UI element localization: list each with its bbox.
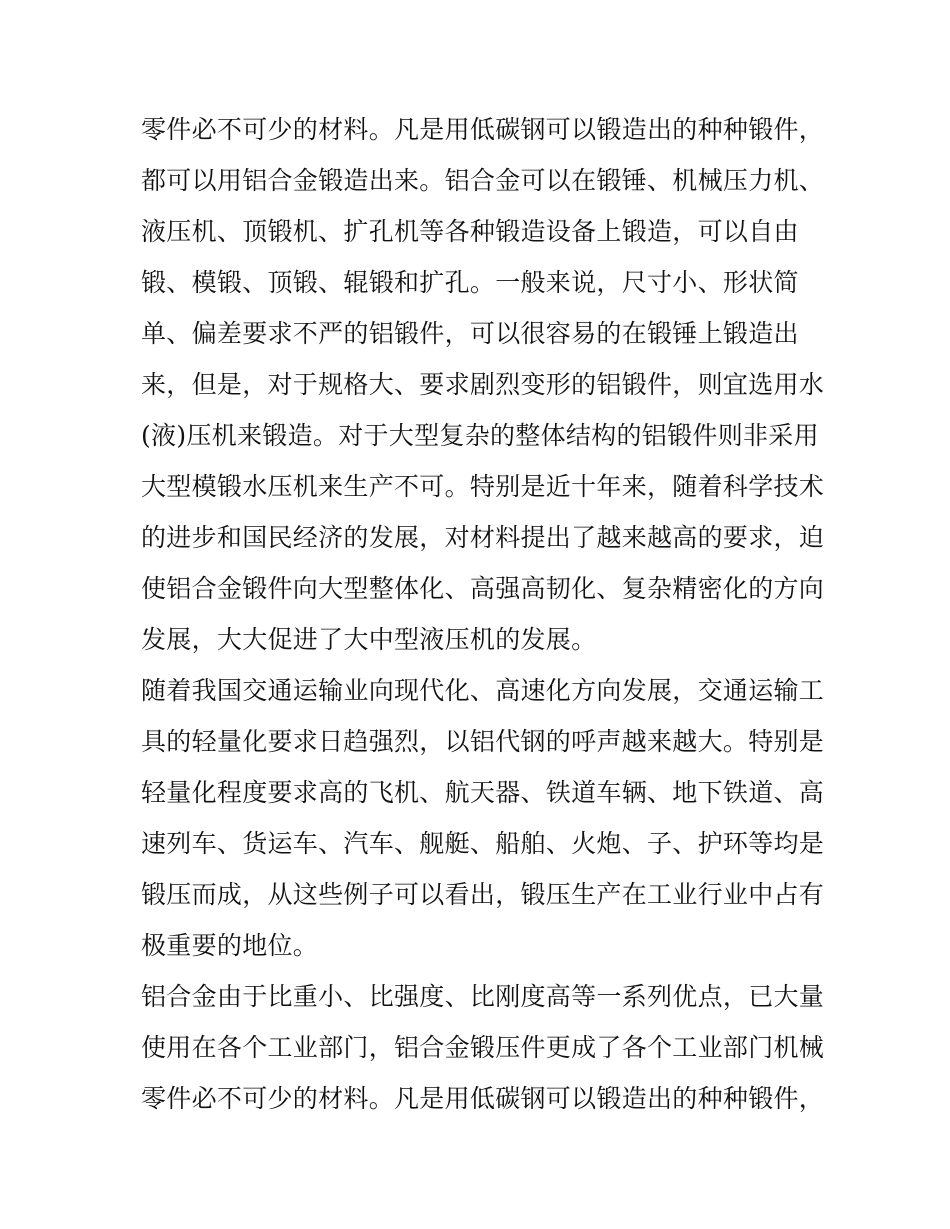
text-line: 极重要的地位。 xyxy=(141,931,319,960)
text-line: 单、偏差要求不严的铝锻件，可以很容易的在锻锤上锻造出 xyxy=(141,319,799,348)
text-line: 来，但是，对于规格大、要求剧烈变形的铝锻件，则宜选用水 xyxy=(141,370,825,399)
text-line: 轻量化程度要求高的飞机、航天器、铁道车辆、地下铁道、高 xyxy=(141,778,825,807)
text-line: 随着我国交通运输业向现代化、高速化方向发展，交通运输工 xyxy=(141,676,825,705)
text-line: 零件必不可少的材料。凡是用低碳钢可以锻造出的种种锻件， xyxy=(141,1084,825,1113)
text-line: 使用在各个工业部门，铝合金锻压件更成了各个工业部门机械 xyxy=(141,1033,825,1062)
text-line: 具的轻量化要求日趋强烈，以铝代钢的呼声越来越大。特别是 xyxy=(141,727,825,756)
text-line: 大型模锻水压机来生产不可。特别是近十年来，随着科学技术 xyxy=(141,472,825,501)
text-line: 速列车、货运车、汽车、舰艇、船舶、火炮、子、护环等均是 xyxy=(141,829,825,858)
text-line: 的进步和国民经济的发展，对材料提出了越来越高的要求，迫 xyxy=(141,523,825,552)
text-line: 锻、模锻、顶锻、辊锻和扩孔。一般来说，尺寸小、形状简 xyxy=(141,268,799,297)
text-line: (液)压机来锻造。对于大型复杂的整体结构的铝锻件则非采用 xyxy=(141,421,819,450)
text-line: 使铝合金锻件向大型整体化、高强高韧化、复杂精密化的方向 xyxy=(141,574,825,603)
text-line: 发展，大大促进了大中型液压机的发展。 xyxy=(141,625,597,654)
text-line: 液压机、顶锻机、扩孔机等各种锻造设备上锻造，可以自由 xyxy=(141,217,799,246)
text-line: 锻压而成，从这些例子可以看出，锻压生产在工业行业中占有 xyxy=(141,880,825,909)
body-text xyxy=(141,104,825,1124)
text-line: 都可以用铝合金锻造出来。铝合金可以在锻锤、机械压力机、 xyxy=(141,166,825,195)
text-line: 铝合金由于比重小、比强度、比刚度高等一系列优点，已大量 xyxy=(141,982,825,1011)
text-line: 零件必不可少的材料。凡是用低碳钢可以锻造出的种种锻件， xyxy=(141,115,825,144)
